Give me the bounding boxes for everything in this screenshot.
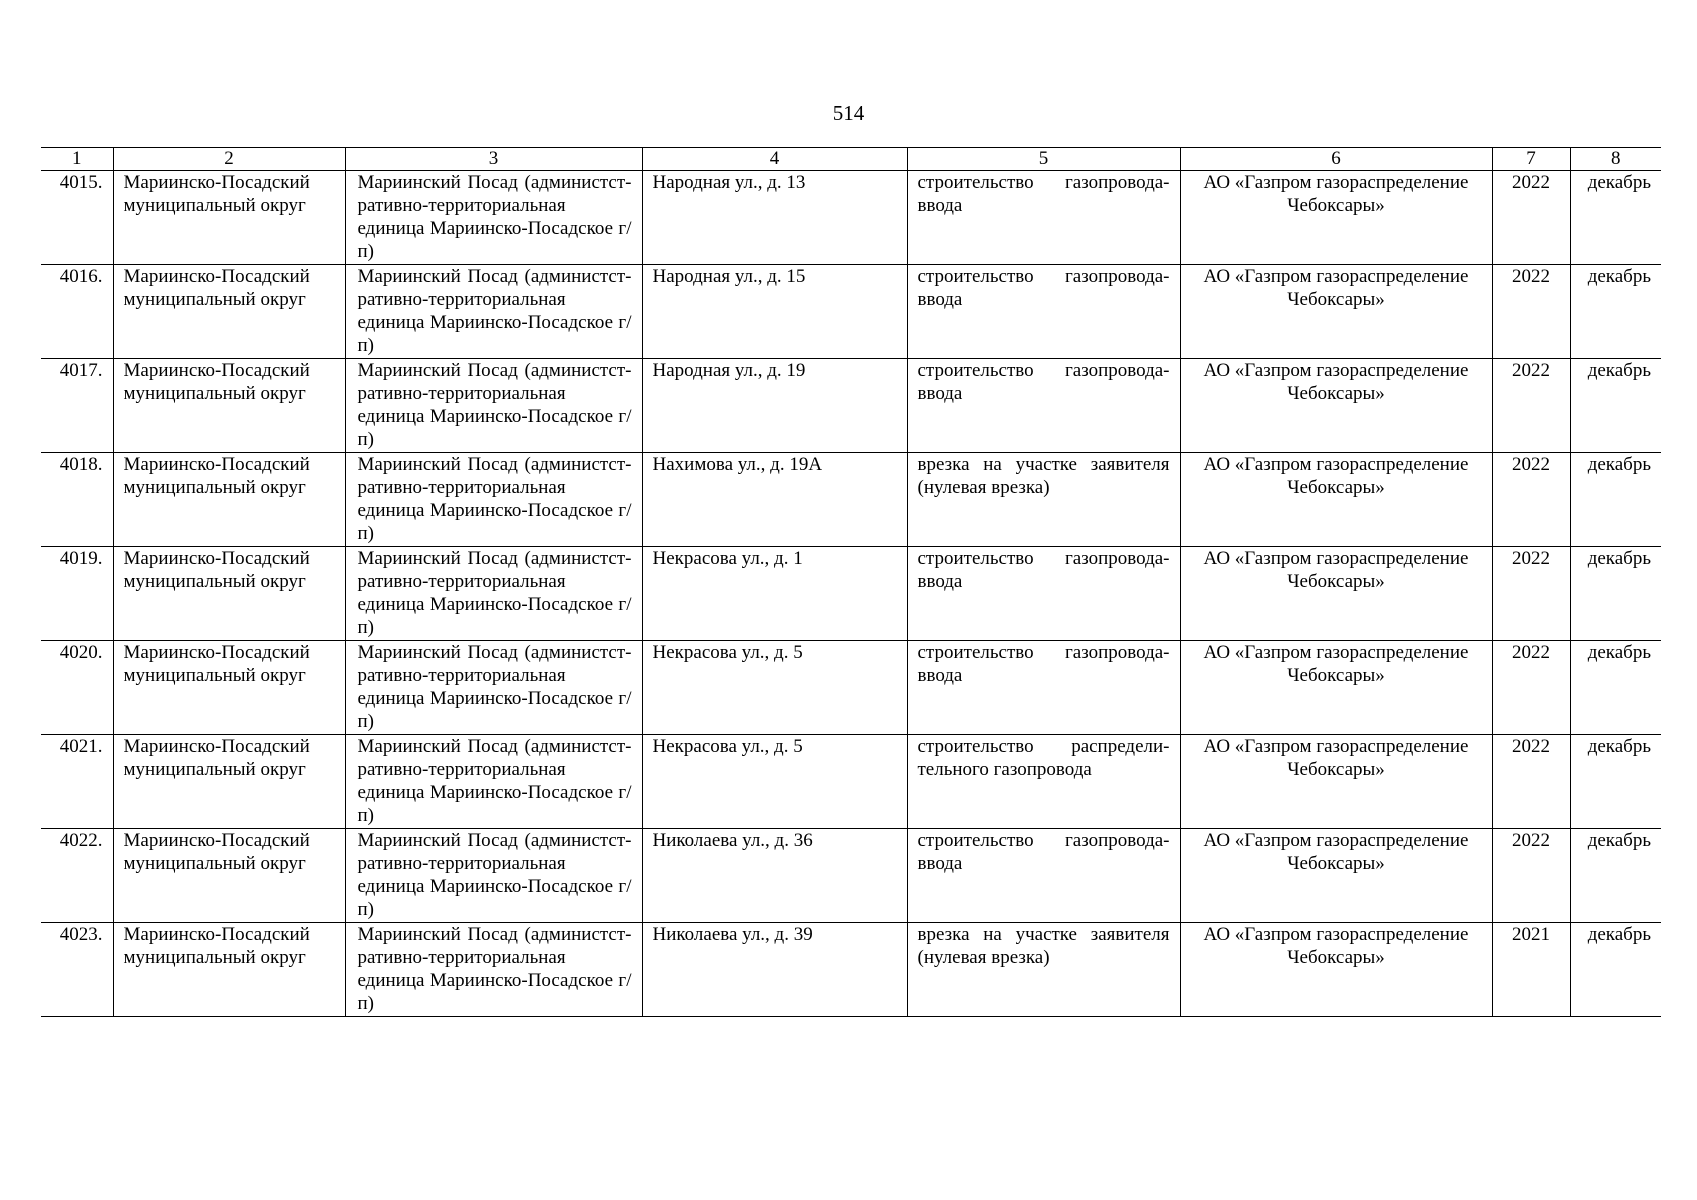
year-cell: 2022: [1492, 359, 1570, 453]
month-cell: декабрь: [1570, 359, 1661, 453]
table-row: [41, 359, 1661, 453]
table-row: [41, 453, 1661, 547]
organization-cell: АО «Газпром газораспределение Чебоксары»: [1180, 735, 1492, 829]
row-number-cell: 4015.: [41, 171, 113, 265]
table-row: [41, 547, 1661, 641]
column-number-row: [41, 148, 1661, 171]
table-row: [41, 829, 1661, 923]
table-row: [41, 265, 1661, 359]
settlement-cell: Мариинский Посад (администстративно-территориальная единица Мариинско-Посадское г/п): [345, 359, 642, 453]
row-number-cell: 4021.: [41, 735, 113, 829]
settlement-cell: Мариинский Посад (администстративно-территориальная единица Мариинско-Посадское г/п): [345, 641, 642, 735]
work-type-cell: строительство газопровода-ввода: [907, 265, 1180, 359]
address-cell: Народная ул., д. 15: [642, 265, 907, 359]
organization-cell: АО «Газпром газораспределение Чебоксары»: [1180, 641, 1492, 735]
organization-cell: АО «Газпром газораспределение Чебоксары»: [1180, 829, 1492, 923]
row-number-cell: 4018.: [41, 453, 113, 547]
column-header: 7: [1492, 148, 1570, 171]
organization-cell: АО «Газпром газораспределение Чебоксары»: [1180, 923, 1492, 1017]
table-row: [41, 171, 1661, 265]
page-number: 514: [832, 101, 865, 125]
year-cell: 2022: [1492, 171, 1570, 265]
organization-cell: АО «Газпром газораспределение Чебоксары»: [1180, 359, 1492, 453]
month-cell: декабрь: [1570, 641, 1661, 735]
district-cell: Мариинско-Посадский муниципальный округ: [113, 171, 345, 265]
year-cell: 2022: [1492, 641, 1570, 735]
month-cell: декабрь: [1570, 265, 1661, 359]
district-cell: Мариинско-Посадский муниципальный округ: [113, 547, 345, 641]
organization-cell: АО «Газпром газораспределение Чебоксары»: [1180, 547, 1492, 641]
month-cell: декабрь: [1570, 453, 1661, 547]
settlement-cell: Мариинский Посад (администстративно-территориальная единица Мариинско-Посадское г/п): [345, 735, 642, 829]
district-cell: Мариинско-Посадский муниципальный округ: [113, 923, 345, 1017]
row-number-cell: 4020.: [41, 641, 113, 735]
work-type-cell: строительство распределительного газопровода: [907, 735, 1180, 829]
year-cell: 2022: [1492, 453, 1570, 547]
work-type-cell: строительство газопровода-ввода: [907, 829, 1180, 923]
settlement-cell: Мариинский Посад (администстративно-территориальная единица Мариинско-Посадское г/п): [345, 923, 642, 1017]
month-cell: декабрь: [1570, 735, 1661, 829]
address-cell: Народная ул., д. 13: [642, 171, 907, 265]
address-cell: Народная ул., д. 19: [642, 359, 907, 453]
work-type-cell: врезка на участке заявителя (нулевая врезка): [907, 453, 1180, 547]
organization-cell: АО «Газпром газораспределение Чебоксары»: [1180, 453, 1492, 547]
row-number-cell: 4016.: [41, 265, 113, 359]
year-cell: 2022: [1492, 735, 1570, 829]
year-cell: 2021: [1492, 923, 1570, 1017]
settlement-cell: Мариинский Посад (администстративно-территориальная единица Мариинско-Посадское г/п): [345, 453, 642, 547]
settlement-cell: Мариинский Посад (администстративно-территориальная единица Мариинско-Посадское г/п): [345, 829, 642, 923]
settlement-cell: Мариинский Посад (администстративно-территориальная единица Мариинско-Посадское г/п): [345, 265, 642, 359]
table-row: [41, 923, 1661, 1017]
work-type-cell: строительство газопровода-ввода: [907, 547, 1180, 641]
year-cell: 2022: [1492, 265, 1570, 359]
district-cell: Мариинско-Посадский муниципальный округ: [113, 735, 345, 829]
district-cell: Мариинско-Посадский муниципальный округ: [113, 453, 345, 547]
settlement-cell: Мариинский Посад (администстративно-территориальная единица Мариинско-Посадское г/п): [345, 171, 642, 265]
column-header: 3: [345, 148, 642, 171]
district-cell: Мариинско-Посадский муниципальный округ: [113, 641, 345, 735]
work-type-cell: врезка на участке заявителя (нулевая врезка): [907, 923, 1180, 1017]
organization-cell: АО «Газпром газораспределение Чебоксары»: [1180, 171, 1492, 265]
month-cell: декабрь: [1570, 923, 1661, 1017]
address-cell: Некрасова ул., д. 5: [642, 641, 907, 735]
month-cell: декабрь: [1570, 547, 1661, 641]
work-type-cell: строительство газопровода-ввода: [907, 641, 1180, 735]
month-cell: декабрь: [1570, 171, 1661, 265]
year-cell: 2022: [1492, 829, 1570, 923]
column-header: 5: [907, 148, 1180, 171]
table-row: [41, 641, 1661, 735]
column-header: 6: [1180, 148, 1492, 171]
work-type-cell: строительство газопровода-ввода: [907, 171, 1180, 265]
row-number-cell: 4019.: [41, 547, 113, 641]
address-cell: Некрасова ул., д. 1: [642, 547, 907, 641]
year-cell: 2022: [1492, 547, 1570, 641]
table-body: [41, 171, 1661, 1017]
work-type-cell: строительство газопровода-ввода: [907, 359, 1180, 453]
organization-cell: АО «Газпром газораспределение Чебоксары»: [1180, 265, 1492, 359]
district-cell: Мариинско-Посадский муниципальный округ: [113, 829, 345, 923]
gasification-table: [41, 147, 1661, 1017]
address-cell: Нахимова ул., д. 19А: [642, 453, 907, 547]
column-header: 2: [113, 148, 345, 171]
column-header: 8: [1570, 148, 1661, 171]
address-cell: Николаева ул., д. 36: [642, 829, 907, 923]
table-row: [41, 735, 1661, 829]
district-cell: Мариинско-Посадский муниципальный округ: [113, 265, 345, 359]
row-number-cell: 4023.: [41, 923, 113, 1017]
column-header: 1: [41, 148, 113, 171]
settlement-cell: Мариинский Посад (администстративно-территориальная единица Мариинско-Посадское г/п): [345, 547, 642, 641]
row-number-cell: 4017.: [41, 359, 113, 453]
row-number-cell: 4022.: [41, 829, 113, 923]
address-cell: Некрасова ул., д. 5: [642, 735, 907, 829]
address-cell: Николаева ул., д. 39: [642, 923, 907, 1017]
column-header: 4: [642, 148, 907, 171]
district-cell: Мариинско-Посадский муниципальный округ: [113, 359, 345, 453]
month-cell: декабрь: [1570, 829, 1661, 923]
